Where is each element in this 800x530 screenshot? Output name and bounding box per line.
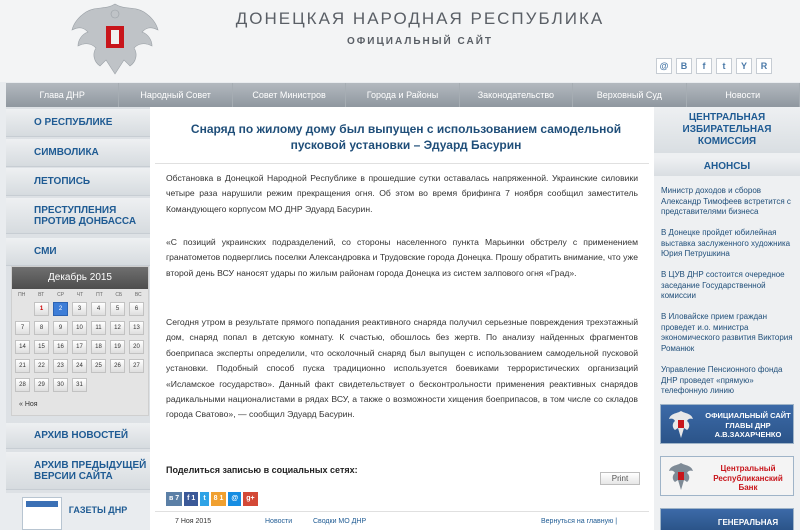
general-banner[interactable] <box>660 508 794 530</box>
share-title: Поделиться записью в социальных сетях: <box>166 465 358 475</box>
calendar-dow: ЧТ <box>76 292 84 298</box>
menu-item-arkhiv-novostey[interactable]: АРХИВ НОВОСТЕЙ <box>6 423 150 449</box>
calendar-day[interactable]: 24 <box>72 359 87 373</box>
announcement-item[interactable]: Министр доходов и сборов Александр Тимофеев встретится с представителями бизнеса <box>661 186 791 217</box>
main-nav <box>6 83 800 107</box>
calendar-day[interactable]: 13 <box>129 321 144 335</box>
general-banner-text: ГЕНЕРАЛЬНАЯ <box>717 518 779 527</box>
calendar-dow: ПН <box>18 292 26 298</box>
twitter-icon[interactable]: t <box>716 58 732 74</box>
nav-item-goroda[interactable]: Города и Районы <box>346 83 459 107</box>
calendar-prev-month-link[interactable]: « Ноя <box>19 401 38 408</box>
category-mo-link[interactable]: Сводки МО ДНР <box>313 518 367 525</box>
calendar-day[interactable]: 15 <box>34 340 49 354</box>
calendar-day[interactable]: 30 <box>53 378 68 392</box>
calendar-dow: ВС <box>134 292 142 298</box>
print-button[interactable]: Print <box>600 472 640 485</box>
calendar-day[interactable]: 12 <box>110 321 125 335</box>
menu-item-simvolika[interactable]: СИМВОЛИКА <box>6 139 150 167</box>
calendar-day[interactable]: 26 <box>110 359 125 373</box>
calendar-day[interactable]: 23 <box>53 359 68 373</box>
calendar-days-of-week <box>12 289 148 301</box>
calendar-day[interactable]: 8 <box>34 321 49 335</box>
calendar-day[interactable]: 29 <box>34 378 49 392</box>
calendar-empty-cell <box>129 378 144 392</box>
nav-item-sovet-ministrov[interactable]: Совет Министров <box>233 83 346 107</box>
calendar-day[interactable]: 21 <box>15 359 30 373</box>
head-site-banner[interactable] <box>660 404 794 444</box>
announcements-title: АНОНСЫ <box>654 158 800 176</box>
calendar-grid <box>15 302 144 392</box>
announcement-item[interactable]: Управление Пенсионного фонда ДНР проведет «прямую» телефонную линию <box>661 365 783 396</box>
dnr-emblem-icon[interactable] <box>66 0 164 78</box>
calendar-empty-cell <box>110 378 125 392</box>
nav-item-narodny-sovet[interactable]: Народный Совет <box>119 83 232 107</box>
announcement-item[interactable]: В Донецке пройдет юбилейная выставка заслуженного художника Юрия Петрушкина <box>661 228 791 259</box>
article-content <box>150 107 654 530</box>
rss-icon[interactable]: R <box>756 58 772 74</box>
category-news-link[interactable]: Новости <box>265 518 293 525</box>
calendar-day[interactable]: 4 <box>91 302 106 316</box>
menu-item-o-respublike[interactable]: О РЕСПУБЛИКЕ <box>6 109 150 137</box>
calendar-day[interactable]: 5 <box>110 302 125 316</box>
calendar-empty-cell <box>15 302 30 316</box>
calendar-day[interactable]: 28 <box>15 378 30 392</box>
facebook-icon[interactable]: f <box>696 58 712 74</box>
calendar-day[interactable]: 10 <box>72 321 87 335</box>
youtube-icon[interactable]: Y <box>736 58 752 74</box>
back-home-link[interactable]: Вернуться на главную | <box>541 518 618 525</box>
gazety-label: ГАЗЕТЫ ДНР <box>68 505 128 515</box>
calendar-day[interactable]: 7 <box>15 321 30 335</box>
calendar-day[interactable]: 20 <box>129 340 144 354</box>
calendar-month-title: Декабрь 2015 <box>12 267 148 289</box>
calendar-day[interactable]: 22 <box>34 359 49 373</box>
calendar-dow: СР <box>57 292 65 298</box>
calendar-empty-cell <box>91 378 106 392</box>
nav-item-glava[interactable]: Глава ДНР <box>6 83 119 107</box>
site-subtitle: ОФИЦИАЛЬНЫЙ САЙТ <box>346 36 493 47</box>
central-bank-banner-text: Центральный Республиканский Банк <box>713 464 783 492</box>
election-commission-link[interactable]: ЦЕНТРАЛЬНАЯ ИЗБИРАТЕЛЬНАЯ КОМИССИЯ <box>654 107 800 153</box>
dnr-emblem-icon <box>667 410 695 440</box>
article-paragraph: Сегодня утром в результате прямого попадания реактивного снаряда получил серьезные повреждения трехэтажный дом, снаряд попал в детскую комнату. К счастью, обошлось без жертв. По анализу найденных фрагментов боеприпаса эксперты определили, что осколочный снаряд был выпущен с использованием самодельной пусковой установки. Подобный способ пуска традиционно используется боевиками террористических организаций «Исламское государство». Данный факт свидетельствует о бесконтрольности применения реактивных снарядов радикальными националистами в рядах ВСУ, а также о возможности хищения боеприпасов, в том числе со складов города Сватово», — сообщил Эдуард Басурин. <box>166 317 638 420</box>
nav-item-verkhovny-sud[interactable]: Верховный Суд <box>573 83 686 107</box>
share-gplus-button[interactable]: g+ <box>243 492 257 506</box>
menu-item-letopis[interactable]: ЛЕТОПИСЬ <box>6 168 150 196</box>
calendar-day[interactable]: 27 <box>129 359 144 373</box>
calendar-day[interactable]: 14 <box>15 340 30 354</box>
calendar-day[interactable]: 19 <box>110 340 125 354</box>
nav-item-zakonodatelstvo[interactable]: Законодательство <box>460 83 573 107</box>
announcement-item[interactable]: В ЦУВ ДНР состоится очередное заседание Государственной комиссии <box>661 270 785 301</box>
article-paragraph: «С позиций украинских подразделений, со стороны населенного пункта Марьинки обстрелу с применением гранатометов подверглись поселки Александровка и Трудовские города Донецка. Прошу обратить внимание, что уже второй день ВСУ наносят удары по жилым районам города Донецка из систем залпового огня «Град». <box>166 237 638 278</box>
mail-icon[interactable]: @ <box>656 58 672 74</box>
newspaper-thumbnail <box>22 497 62 530</box>
announcement-item[interactable]: В Иловайске прием граждан проведет и.о. министра экономического развития Виктория Романюк <box>661 312 793 353</box>
bank-emblem-icon <box>667 462 695 492</box>
calendar-dow: СБ <box>115 292 123 298</box>
article-paragraph: Обстановка в Донецкой Народной Республике в прошедшие сутки оставалась напряженной. Украинские силовики четыре раза нарушили режим прекращения огня. Об этом во время брифинга 7 ноября сообщил заместитель Командующего корпусом МО ДНР Эдуард Басурин. <box>166 173 638 214</box>
calendar-day[interactable]: 9 <box>53 321 68 335</box>
calendar-dow: ВТ <box>38 292 45 298</box>
article-date: 7 Ноя 2015 <box>175 518 212 525</box>
calendar-day[interactable]: 6 <box>129 302 144 316</box>
share-facebook-button[interactable]: f 1 <box>184 492 198 506</box>
gazety-banner[interactable] <box>6 493 150 530</box>
social-links <box>656 58 772 74</box>
vk-icon[interactable]: В <box>676 58 692 74</box>
calendar-day[interactable]: 25 <box>91 359 106 373</box>
calendar-day[interactable]: 2 <box>53 302 68 316</box>
nav-item-novosti[interactable]: Новости <box>687 83 800 107</box>
calendar-day[interactable]: 31 <box>72 378 87 392</box>
calendar-day[interactable]: 1 <box>34 302 49 316</box>
share-vk-button[interactable]: в 7 <box>166 492 182 506</box>
title-divider <box>155 163 649 164</box>
calendar-dow: ПТ <box>96 292 103 298</box>
site-title: ДОНЕЦКАЯ НАРОДНАЯ РЕСПУБЛИКА <box>235 9 605 28</box>
article-title: Снаряд по жилому дому был выпущен с использованием самодельной пусковой установки – Эдуард Басурин <box>190 122 622 152</box>
share-mail-button[interactable]: @ <box>228 492 241 506</box>
menu-item-arkhiv-predydushchey[interactable]: АРХИВ ПРЕДЫДУЩЕЙ ВЕРСИИ САЙТА <box>6 452 150 490</box>
calendar-day[interactable]: 11 <box>91 321 106 335</box>
share-ok-button[interactable]: 8 1 <box>211 492 227 506</box>
calendar-day[interactable]: 16 <box>53 340 68 354</box>
calendar-day[interactable]: 18 <box>91 340 106 354</box>
menu-item-smi[interactable]: СМИ <box>6 238 150 266</box>
calendar-day[interactable]: 17 <box>72 340 87 354</box>
share-twitter-button[interactable]: t <box>200 492 208 506</box>
calendar-widget <box>11 266 149 416</box>
footer-divider <box>155 511 649 512</box>
share-buttons <box>166 492 258 506</box>
site-header <box>0 0 800 82</box>
menu-item-prestupleniya[interactable]: ПРЕСТУПЛЕНИЯ ПРОТИВ ДОНБАССА <box>6 198 150 234</box>
calendar-day[interactable]: 3 <box>72 302 87 316</box>
central-bank-banner[interactable] <box>660 456 794 496</box>
head-site-banner-text: ОФИЦИАЛЬНЫЙ САЙТ ГЛАВЫ ДНР А.В.ЗАХАРЧЕНКО <box>705 411 791 439</box>
